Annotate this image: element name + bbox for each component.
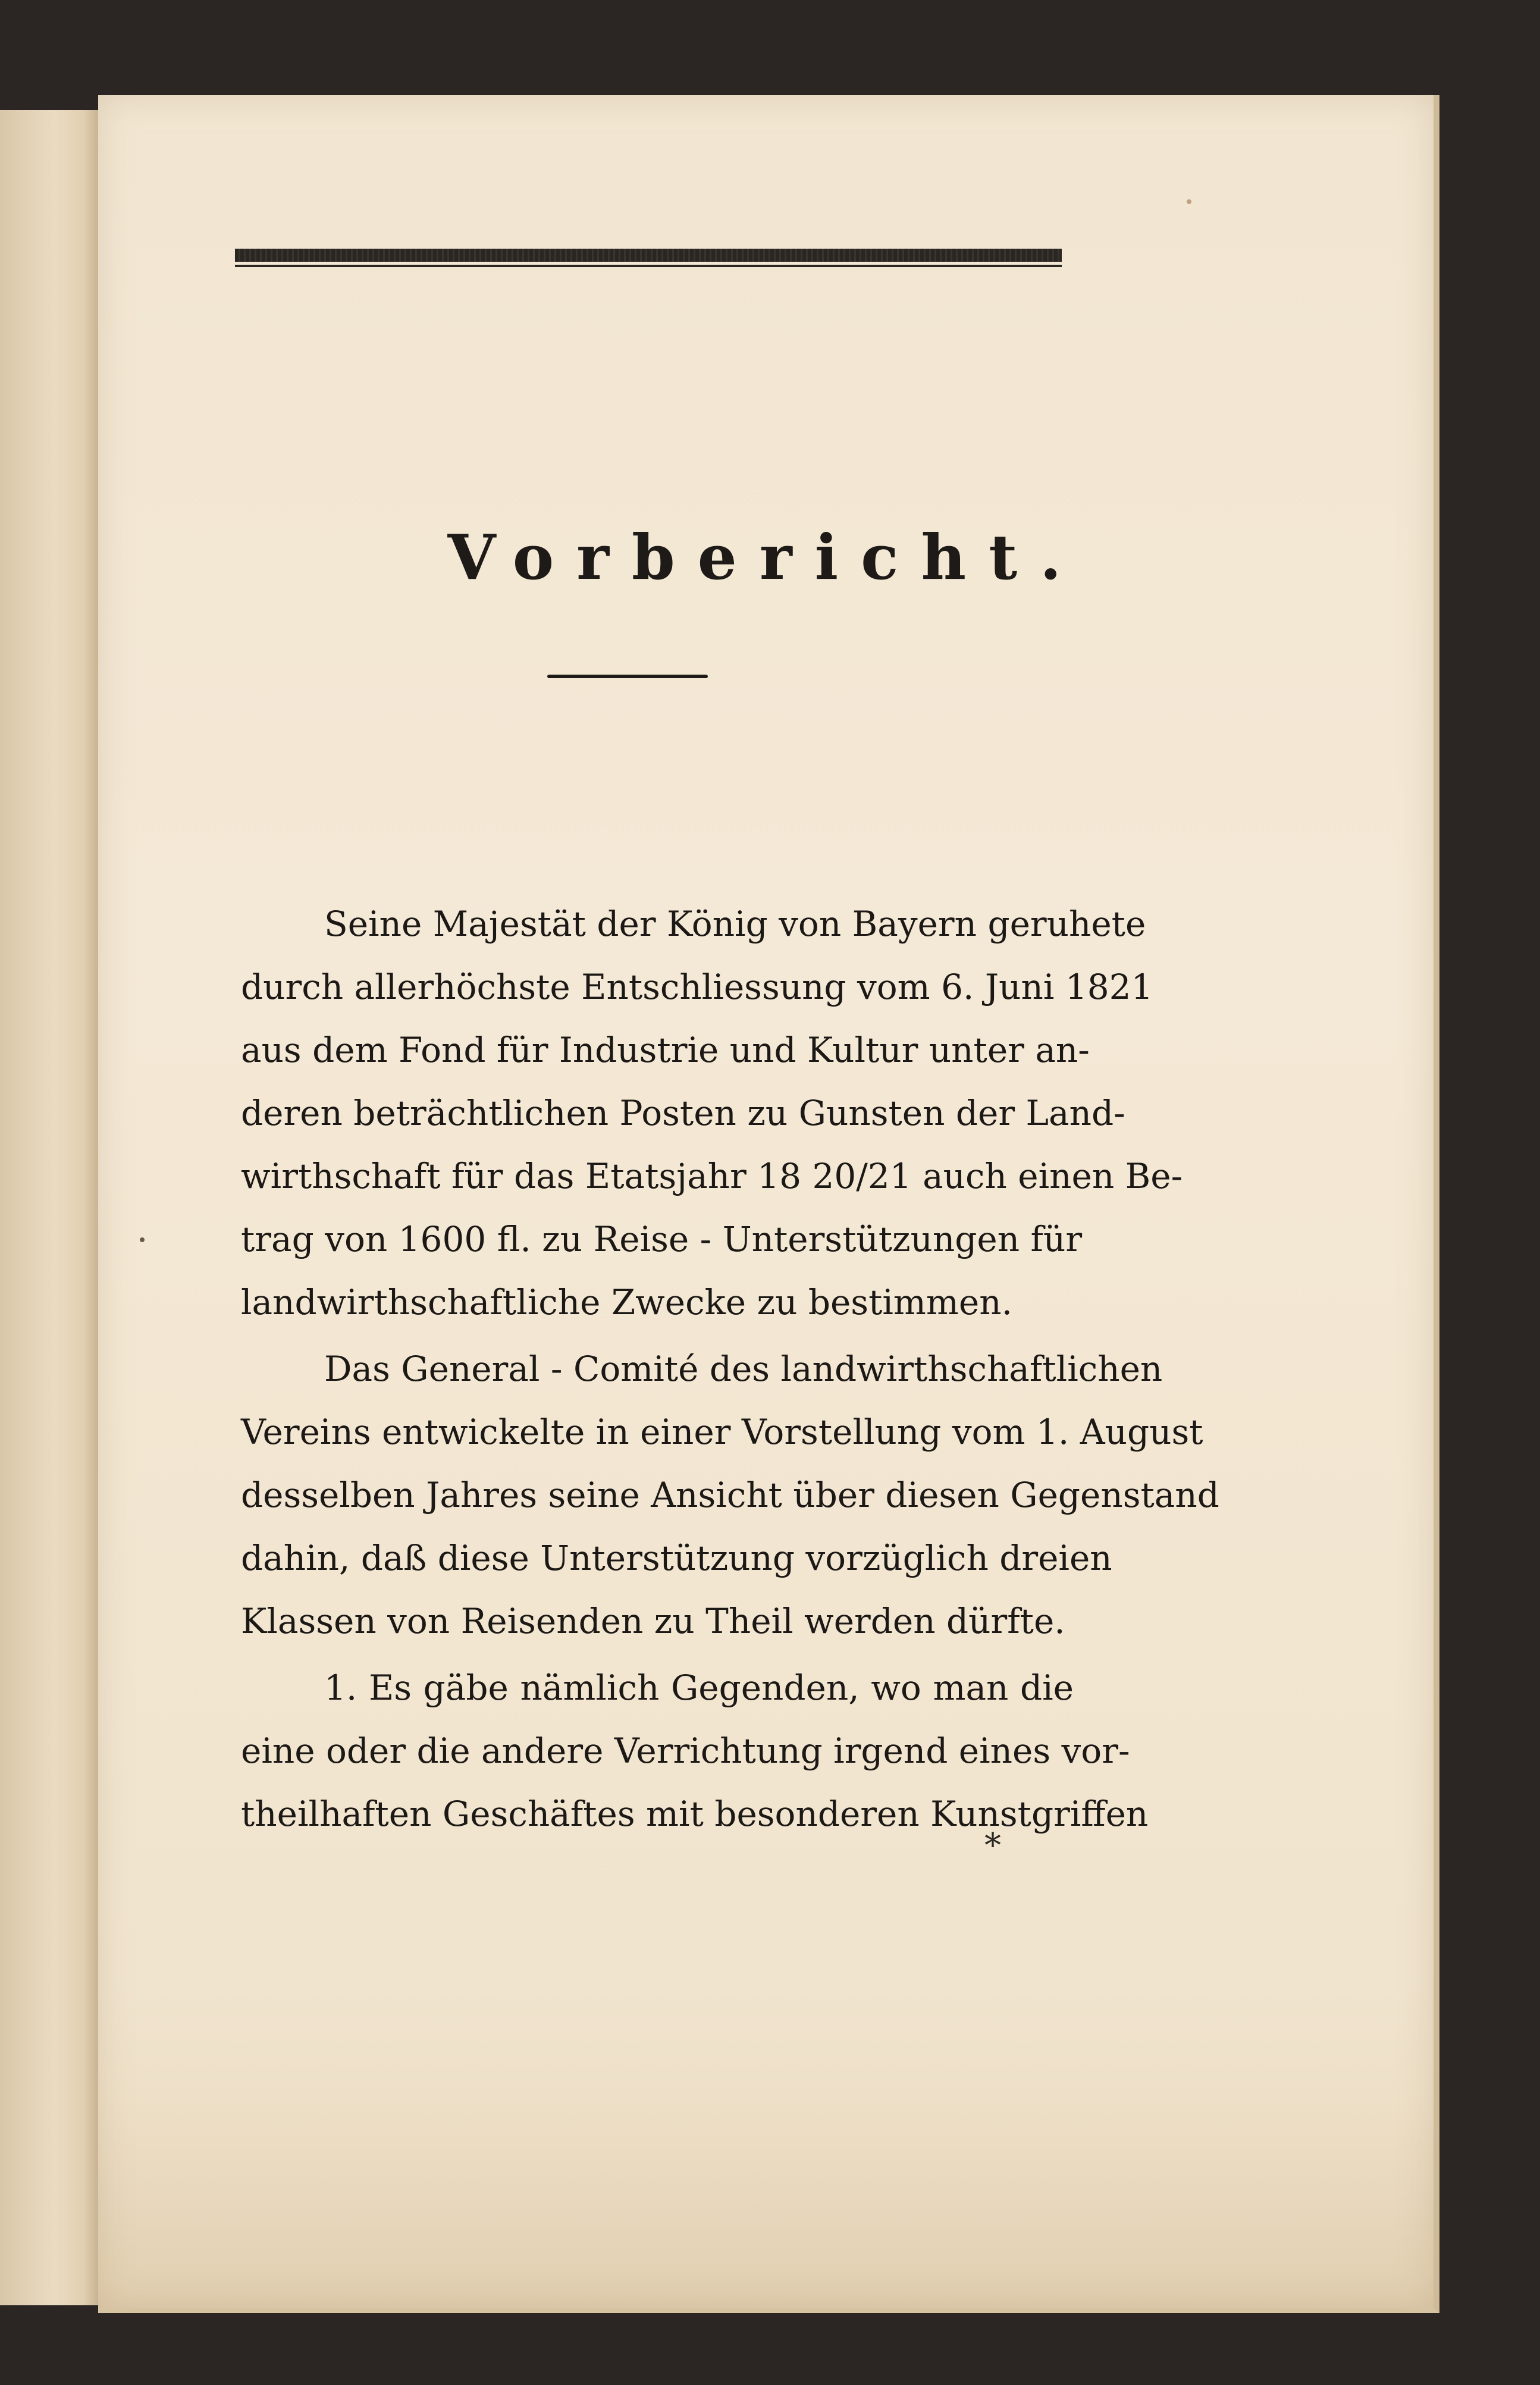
page-title: Vorbericht. — [447, 521, 1084, 594]
paragraph-1 — [241, 892, 1183, 1334]
text-line: landwirthschaftliche Zwecke zu bestimmen. — [241, 1282, 1013, 1322]
text-line: wirthschaft für das Etatsjahr 18 20/21 auch einen Be- — [241, 1156, 1183, 1196]
body-text — [241, 892, 1219, 1845]
text-line: Das General - Comité des landwirthschaftlichen — [324, 1349, 1163, 1389]
previous-page-edge — [0, 110, 100, 2305]
text-line: aus dem Fond für Industrie und Kultur unter an- — [241, 1030, 1090, 1070]
text-line: trag von 1600 fl. zu Reise - Unterstützungen für — [241, 1219, 1083, 1259]
text-line: Vereins entwickelte in einer Vorstellung vom 1. August — [241, 1412, 1203, 1452]
paragraph-3 — [241, 1656, 1149, 1845]
text-line: dahin, daß diese Unterstützung vorzüglich dreien — [241, 1538, 1112, 1578]
text-line: durch allerhöchste Entschliessung vom 6. Juni 1821 — [241, 967, 1153, 1007]
book-page — [98, 95, 1439, 2313]
text-line: Seine Majestät der König von Bayern geruhete — [324, 904, 1146, 944]
paper-speck — [1187, 199, 1191, 204]
text-line: theilhaften Geschäftes mit besonderen Kunstgriffen — [241, 1794, 1149, 1834]
ornamental-rule — [235, 249, 1062, 269]
title-divider — [547, 675, 708, 678]
signature-mark: * — [984, 1826, 1001, 1865]
paragraph-2 — [241, 1337, 1219, 1653]
text-line: 1. Es gäbe nämlich Gegenden, wo man die — [324, 1668, 1074, 1708]
text-line: deren beträchtlichen Posten zu Gunsten der Land- — [241, 1093, 1125, 1133]
text-line: Klassen von Reisenden zu Theil werden dürfte. — [241, 1601, 1065, 1641]
paper-speck — [140, 1237, 145, 1242]
text-line: desselben Jahres seine Ansicht über diesen Gegenstand — [241, 1475, 1219, 1515]
text-line: eine oder die andere Verrichtung irgend eines vor- — [241, 1731, 1130, 1771]
